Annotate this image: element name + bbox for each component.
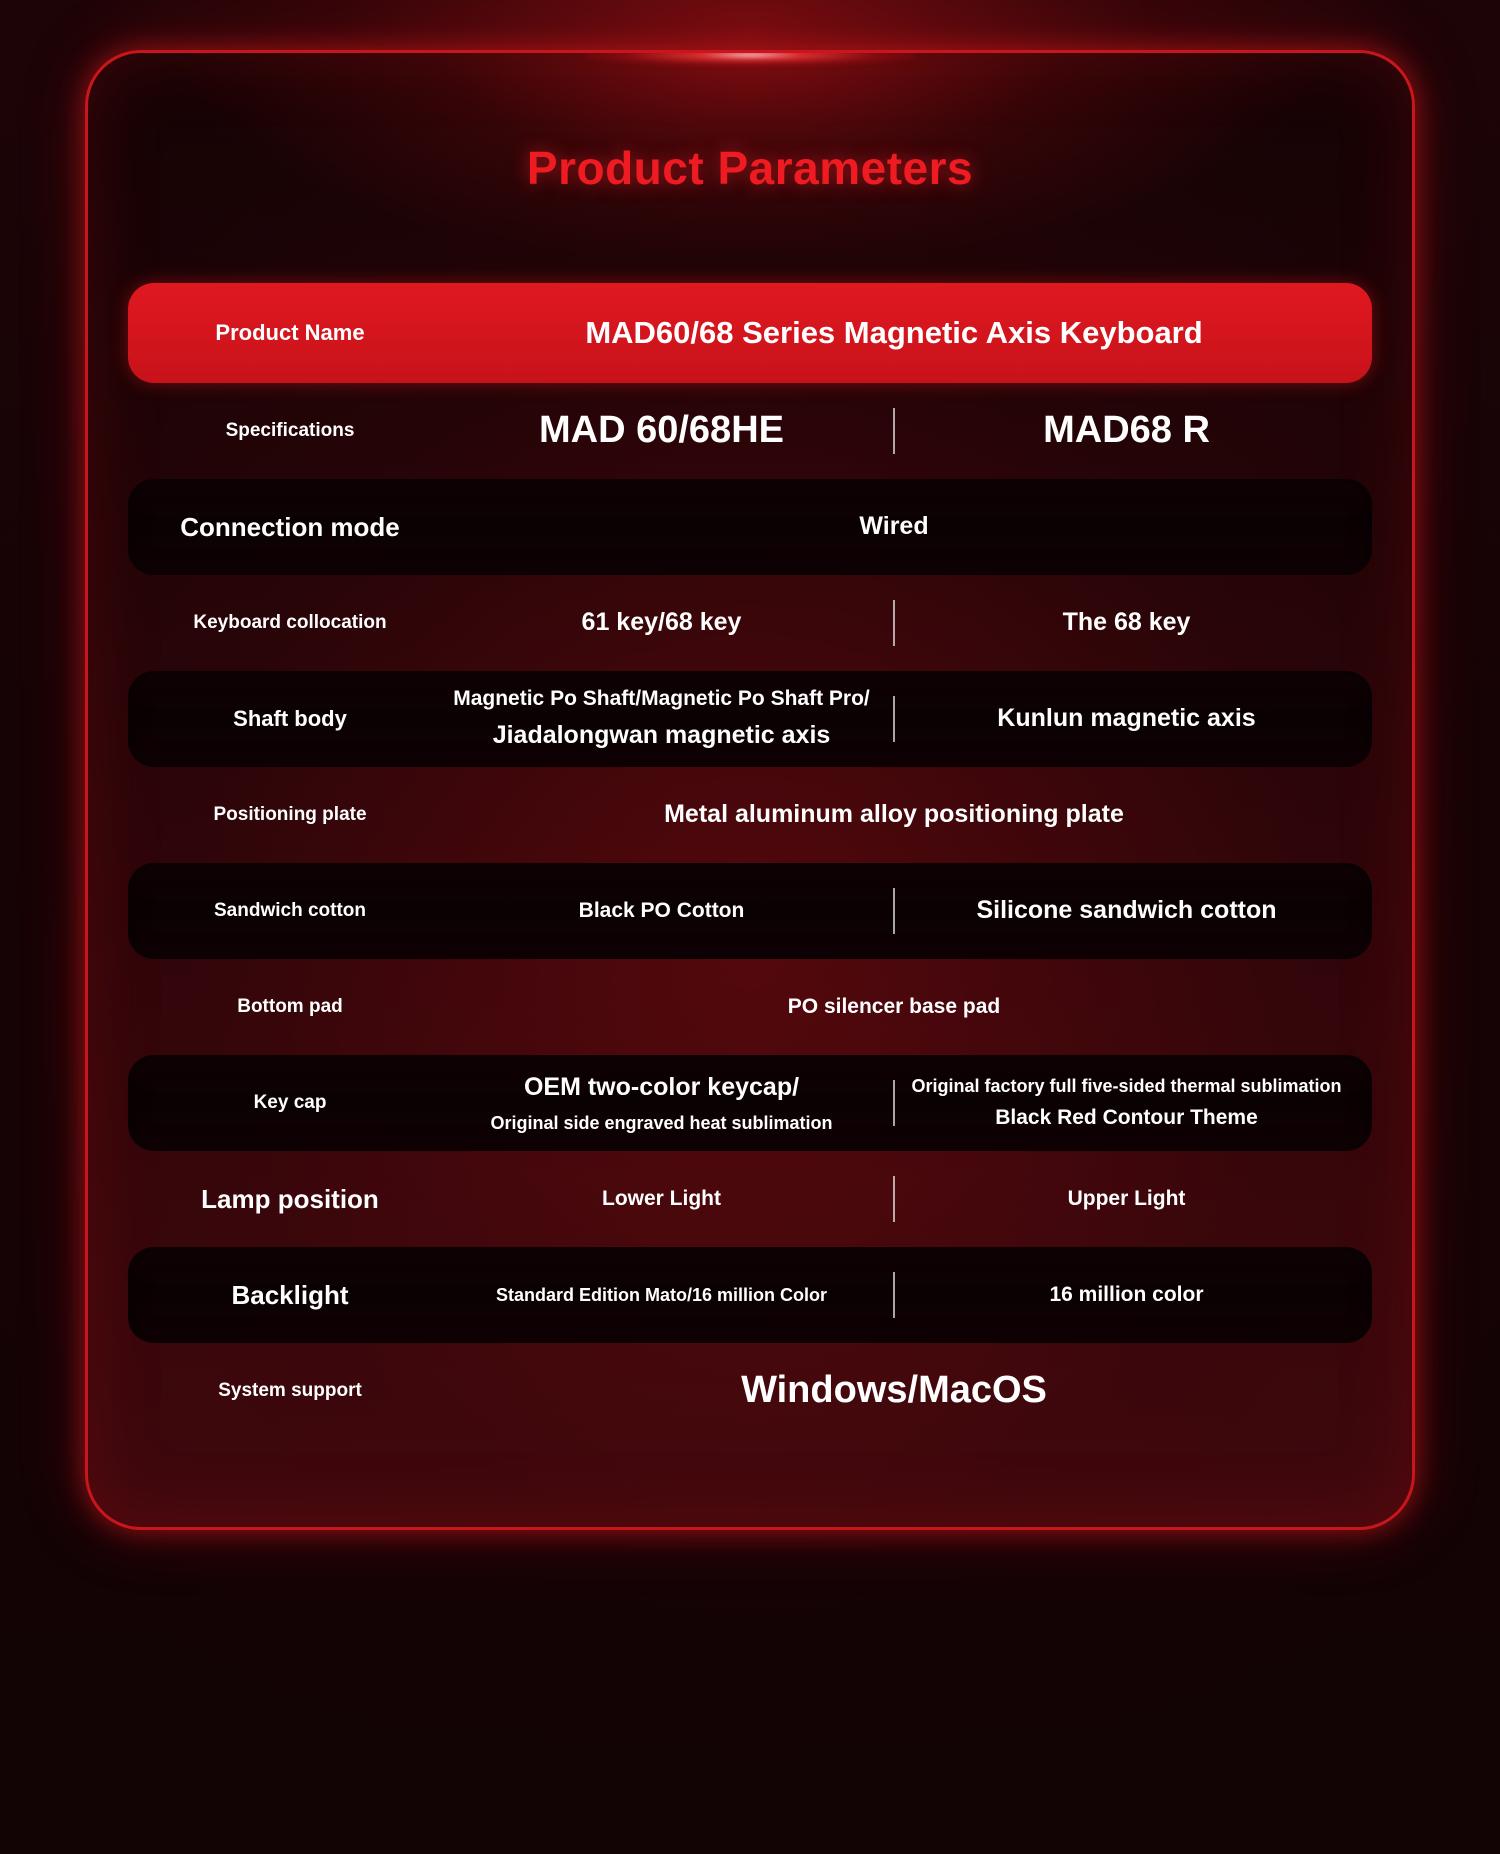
column-divider (893, 888, 895, 934)
row-label: Sandwich cotton (214, 900, 366, 922)
table-row (128, 863, 1372, 959)
row-label: Keyboard collocation (193, 612, 387, 634)
row-value-right: Kunlun magnetic axis (997, 704, 1256, 733)
row-value-left (434, 1071, 889, 1135)
row-values (434, 1071, 1354, 1135)
table-row (128, 383, 1372, 479)
row-value-left: 61 key/68 key (581, 608, 742, 637)
row-value-line: OEM two-color keycap/ (523, 1072, 800, 1101)
column-divider (893, 1272, 895, 1318)
row-value-right (899, 1074, 1354, 1133)
row-values (434, 600, 1354, 646)
table-row (128, 959, 1372, 1055)
column-divider (893, 408, 895, 454)
row-value-line: Original factory full five-sided thermal sublimation (911, 1075, 1342, 1096)
row-value-line: Original side engraved heat sublimation (490, 1112, 833, 1133)
column-divider (893, 696, 895, 742)
row-values (434, 1176, 1354, 1222)
row-value-right: The 68 key (1062, 608, 1191, 637)
row-values (434, 993, 1354, 1021)
table-row (128, 1151, 1372, 1247)
parameters-card (85, 50, 1415, 1530)
row-value-right: MAD68 R (1043, 409, 1210, 452)
row-label: Key cap (253, 1092, 327, 1114)
row-values (434, 1365, 1354, 1416)
row-value-line: Black Red Contour Theme (995, 1105, 1258, 1129)
row-label: Product Name (215, 320, 365, 346)
row-value-right: Upper Light (1067, 1186, 1186, 1210)
row-values (434, 405, 1354, 456)
row-values (434, 1272, 1354, 1318)
column-divider (893, 1176, 895, 1222)
row-value-left: Standard Edition Mato/16 million Color (495, 1284, 827, 1305)
column-divider (893, 600, 895, 646)
row-value: Wired (859, 512, 929, 541)
table-row (128, 283, 1372, 383)
parameters-table (128, 283, 1372, 1439)
row-value-left: Lower Light (602, 1186, 721, 1210)
row-label: Bottom pad (237, 996, 343, 1018)
row-value: Windows/MacOS (741, 1369, 1047, 1412)
row-label: System support (218, 1380, 362, 1402)
page-title: Product Parameters (526, 142, 974, 194)
row-value-line: Jiadalongwan magnetic axis (492, 721, 831, 750)
table-row (128, 575, 1372, 671)
top-glow-highlight (585, 50, 915, 66)
table-row (128, 1055, 1372, 1151)
row-label: Connection mode (180, 511, 400, 542)
row-value: PO silencer base pad (787, 994, 1001, 1018)
row-label: Positioning plate (213, 804, 367, 826)
row-values (434, 798, 1354, 832)
column-divider (893, 1080, 895, 1126)
row-value-left (434, 685, 889, 753)
row-label: Backlight (231, 1279, 349, 1310)
table-row (128, 671, 1372, 767)
row-label: Specifications (225, 420, 355, 442)
row-value-right: Silicone sandwich cotton (976, 896, 1277, 925)
table-row (128, 1247, 1372, 1343)
row-label: Lamp position (201, 1183, 379, 1214)
table-row (128, 479, 1372, 575)
row-value-left: MAD 60/68HE (539, 409, 784, 452)
row-values (434, 888, 1354, 934)
row-values (434, 312, 1354, 354)
row-value-line: Magnetic Po Shaft/Magnetic Po Shaft Pro/ (453, 686, 870, 710)
row-values (434, 510, 1354, 544)
row-value: Metal aluminum alloy positioning plate (664, 800, 1124, 829)
table-row (128, 1343, 1372, 1439)
row-values (434, 685, 1354, 753)
row-value: MAD60/68 Series Magnetic Axis Keyboard (585, 315, 1203, 351)
table-row (128, 767, 1372, 863)
row-value-right: 16 million color (1049, 1282, 1204, 1306)
row-value-left: Black PO Cotton (578, 898, 745, 922)
row-label: Shaft body (233, 706, 347, 732)
